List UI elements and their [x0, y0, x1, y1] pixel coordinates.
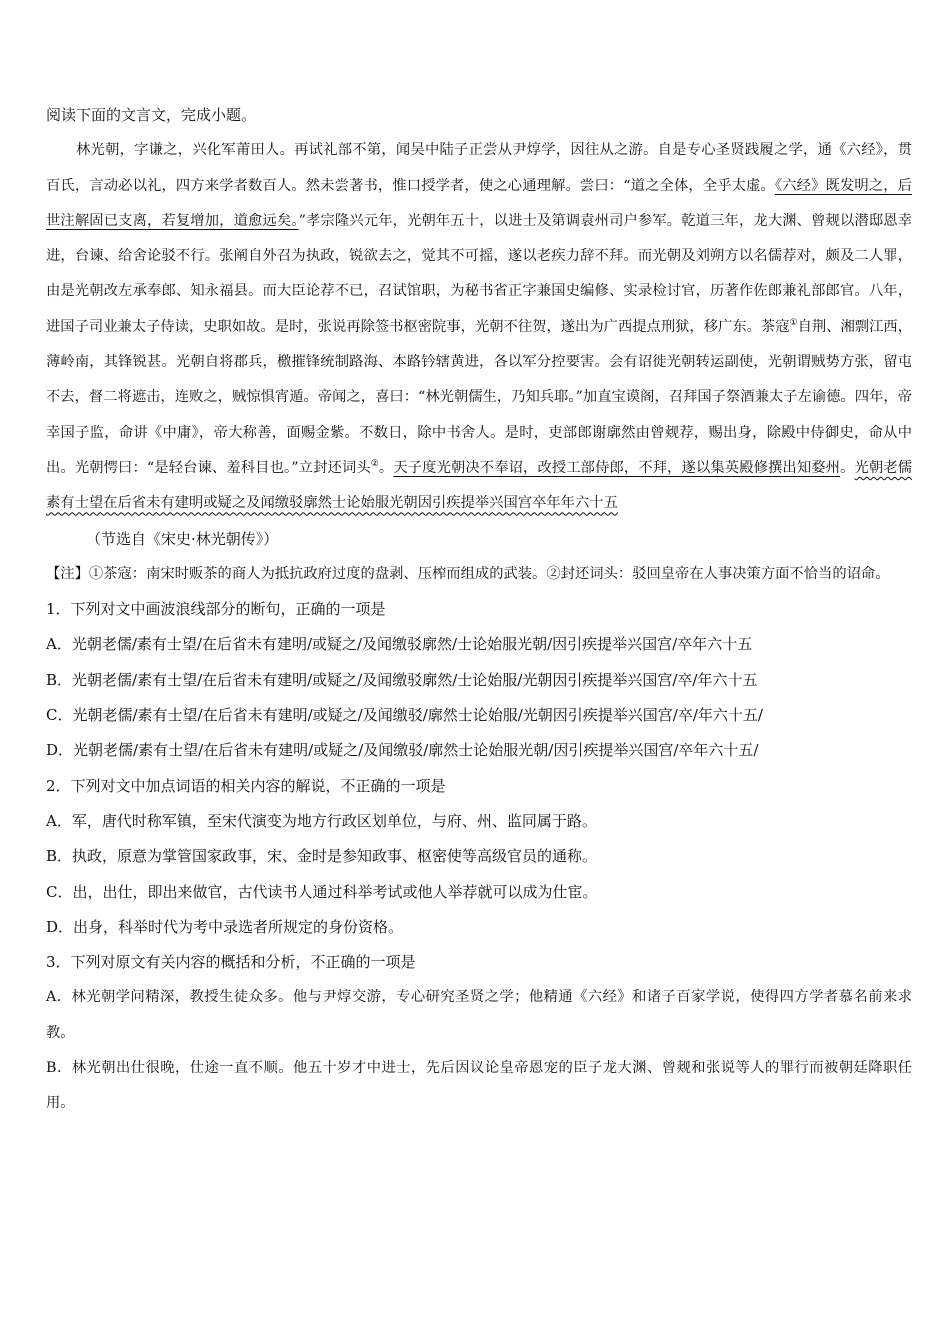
question-3	[46, 945, 912, 1121]
source-citation: （节选自《宋史·林光朝传》）	[86, 529, 279, 548]
question-stem: 3．下列对原文有关内容的概括和分析，不正确的一项是	[46, 953, 416, 972]
option-c: C．出，出仕，即出来做官，古代读书人通过科举考试或他人举荐就可以成为仕宦。	[46, 882, 598, 901]
option-a: A．林光朝学问精深，教授生徒众多。他与尹焞交游，专心研究圣贤之学；他精通《六经》和诸子百家学说，使得四方学者慕名前来求教。	[46, 989, 912, 1041]
intro-text: 阅读下面的文言文，完成小题。	[46, 106, 257, 124]
question-2	[46, 769, 912, 945]
underlined-sentence: 《六经》既发明之，后世注解固已支离，若复增加，道愈远矣。	[46, 177, 912, 229]
passage-part: 自荆、湘剽江西，薄岭南，其锋锐甚。光朝自将郡兵，檄摧锋统制路海、本路钤辖黄进，各以军分控要害。会有诏徙光朝转运副使，光朝谓贼势方张，留屯不去，督二将遮击，连败之，贼惊惧宵遁。帝闻之，喜曰：“林光朝儒生，乃知兵耶。”加直宝谟阁，召拜国子祭酒兼太子左谕德。四年，帝幸国子监，命讲《中庸》，帝大称善，面赐金紫。不数日，除中书舍人。是时，吏部郎谢廓然由曾觌荐，赐出身，除殿中侍御史，命从中出。光朝愕曰：“是轻台谏、羞科目也。”立封还词头	[46, 318, 912, 476]
question-1	[46, 592, 912, 768]
passage-text	[46, 133, 912, 521]
option-c: C．光朝老儒/素有士望/在后省未有建明/或疑之/及闻缴驳/廓然士论始服/光朝因引疾提举兴国宫/卒/年六十五/	[46, 706, 763, 725]
passage-part: ”孝宗隆兴元年，光朝年五十，以进士及第调袁州司户参军。乾道三年，龙大渊、曾觌以潜邸恩幸进，台谏、给舍论驳不行。张阐自外召为执政，锐欲去之，觉其不可摇，遂以老疾力辞不拜。而光朝及刘朔方以名儒荐对，颇及二人罪，由是光朝改左承奉郎、知永福县。而大臣论荐不已，召试馆职，为秘书省正字兼国史编修、实录检讨官，历著作佐郎兼礼部郎官。八年，进国子司业兼太子侍读，史职如故。是时，张说再除签书枢密院事，光朝不往贺，遂出为广西提点刑狱，移广东。茶寇	[46, 212, 912, 335]
document-page	[46, 98, 912, 1122]
option-d: D．光朝老儒/素有士望/在后省未有建明/或疑之/及闻缴驳/廓然士论始服光朝/因引疾提举兴国宫/卒年六十五/	[46, 741, 759, 760]
note-marker-1: ①	[789, 318, 798, 329]
passage-part: 。	[378, 459, 394, 476]
option-d: D．出身，科举时代为考中录选者所规定的身份资格。	[46, 917, 404, 936]
underlined-sentence: 天子度光朝决不奉诏，改授工部侍郎，不拜，遂以集英殿修撰出知婺州	[393, 459, 841, 476]
option-b: B．林光朝出仕很晚，仕途一直不顺。他五十岁才中进士，先后因议论皇帝恩宠的臣子龙大渊、曾觌和张说等人的罪行而被朝廷降职任用。	[46, 1060, 912, 1112]
question-stem: 2．下列对文中加点词语的相关内容的解说，不正确的一项是	[46, 776, 446, 795]
question-stem: 1．下列对文中画波浪线部分的断句，正确的一项是	[46, 600, 386, 619]
option-a: A．光朝老儒/素有士望/在后省未有建明/或疑之/及闻缴驳廓然/士论始服光朝/因引疾提举兴国宫/卒年六十五	[46, 635, 753, 654]
passage-part: 。	[840, 459, 855, 476]
wavy-underlined-section: 光朝老儒素有士望在后省未有建明或疑之及闻缴驳廓然士论始服光朝因引疾提举兴国宫卒年年六十五	[46, 459, 913, 512]
option-a: A．军，唐代时称军镇，至宋代演变为地方行政区划单位，与府、州、监同属于路。	[46, 811, 597, 830]
notes-text: 【注】①茶寇：南宋时贩茶的商人为抵抗政府过度的盘剥、压榨而组成的武装。②封还词头：驳回皇帝在人事决策方面不恰当的诏命。	[46, 565, 890, 582]
option-b: B．光朝老儒/素有士望/在后省未有建明/或疑之/及闻缴驳廓然/士论始服/光朝因引疾提举兴国宫/卒/年六十五	[46, 670, 758, 689]
passage-part: 林光朝，字谦之，兴化军莆田人。再试礼部不第，闻吴中陆子正尝从尹焞学，因往从之游。自是专心圣贤践履之学，通《六经》，贯百氏，言动必以礼，四方来学者数百人。然未尝著书，惟口授学者，使之心通理解。尝曰：“道之全体，全乎太虚。	[46, 142, 912, 194]
note-marker-2: ②	[370, 459, 379, 470]
option-b: B．执政，原意为掌管国家政事，宋、金时是参知政事、枢密使等高级官员的通称。	[46, 847, 598, 866]
